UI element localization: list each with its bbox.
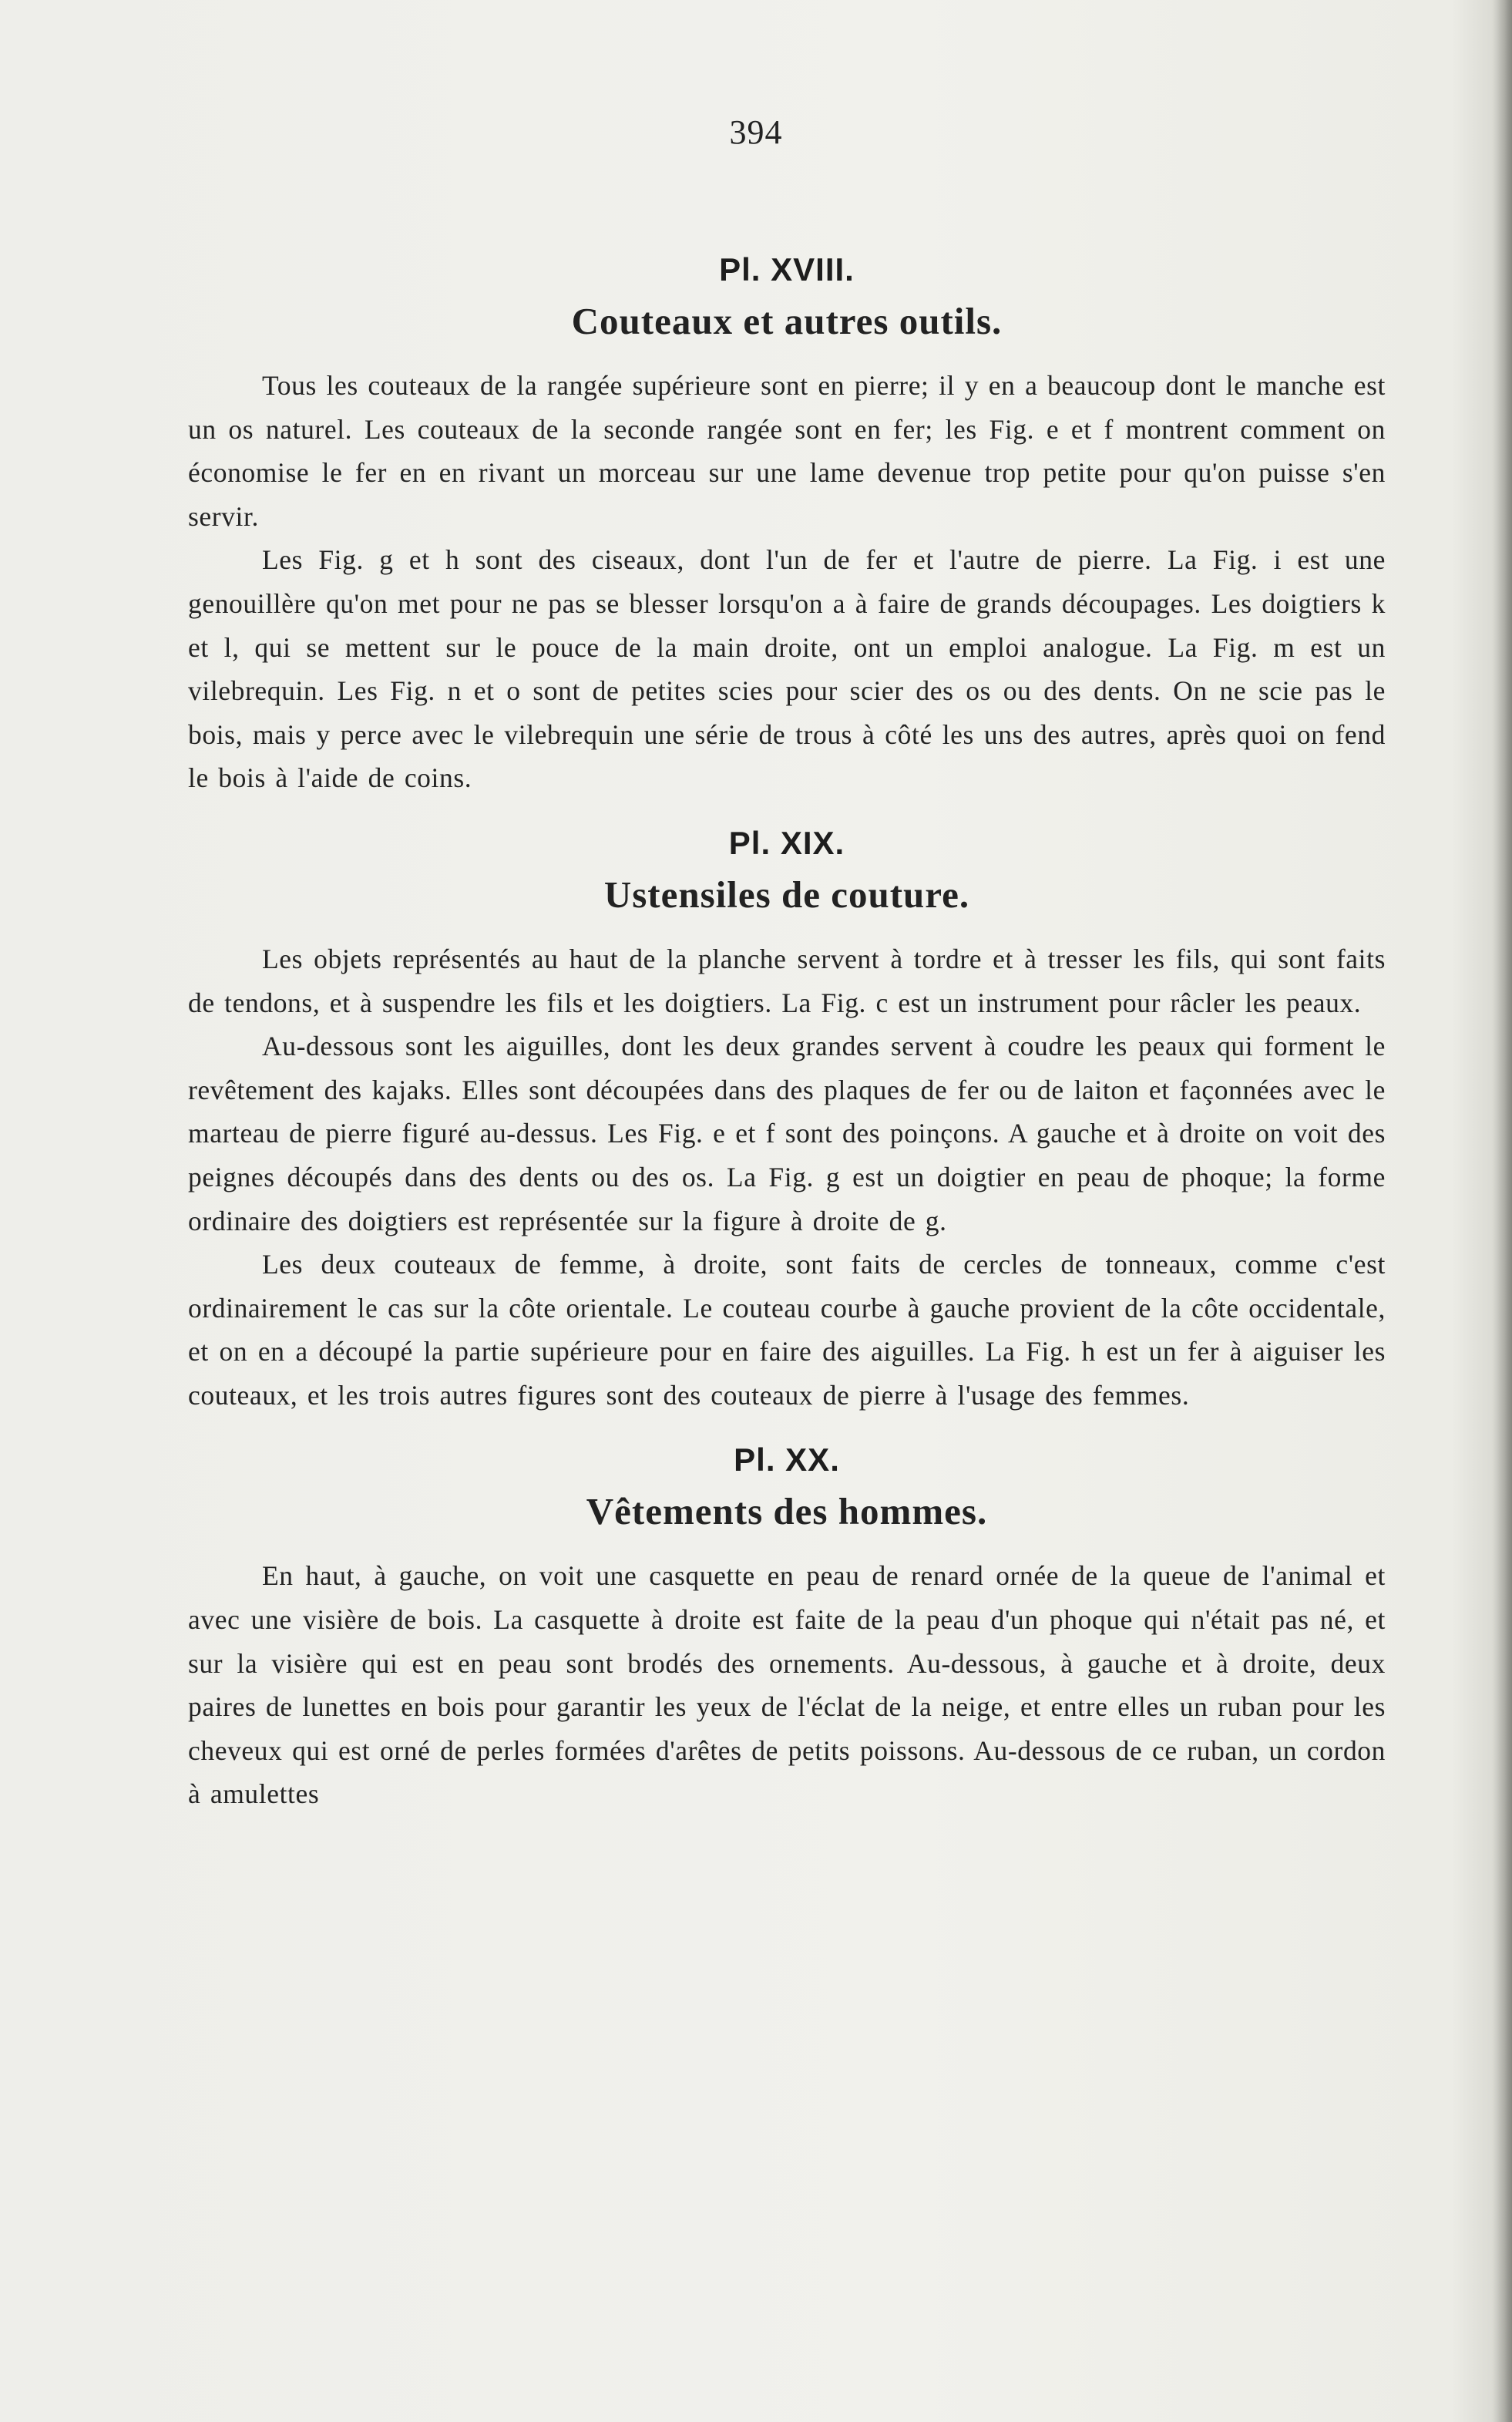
page-number: 394 — [729, 113, 783, 151]
page-edge-shadow — [1492, 0, 1512, 2422]
section-title: Vêtements des hommes. — [586, 1490, 988, 1533]
plate-label: Pl. XIX. — [728, 824, 845, 861]
page-content — [188, 247, 1386, 1836]
section-pl-xx — [188, 1437, 1386, 1816]
paragraph: Les deux couteaux de femme, à droite, sont faits de cercles de tonneaux, comme c'est ordinairement le cas sur la côte orientale. Le couteau courbe à gauche provient de la côte occidentale, et on en a découpé la partie supérieure pour en faire des aiguilles. La Fig. h est un fer à aiguiser les couteaux, et les trois autres figures sont des couteaux de pierre à l'usage des femmes. — [188, 1249, 1386, 1411]
section-title: Couteaux et autres outils. — [571, 300, 1003, 342]
section-title: Ustensiles de couture. — [603, 873, 970, 916]
paragraph: En haut, à gauche, on voit une casquette en peau de renard ornée de la queue de l'animal et avec une visière de bois. La casquette à droite est faite de la peau d'un phoque qui n'était pas né, et sur la visière qui est en peau sont brodés des ornements. Au-dessous, à gauche et à droite, deux paires de lunettes en bois pour garantir les yeux de l'éclat de la neige, et entre elles un ruban pour les cheveux qui est orné de perles formées d'arêtes de petits poissons. Au-dessous de ce ruban, un cordon à amulettes — [188, 1560, 1386, 1810]
section-pl-xix — [188, 820, 1386, 1418]
paragraph: Les Fig. g et h sont des ciseaux, dont l'un de fer et l'autre de pierre. La Fig. i est une genouillère qu'on met pour ne pas se blesser lorsqu'on a à faire de grands découpages. Les doigtiers k et l, qui se mettent sur le pouce de la main droite, ont un emploi analogue. La Fig. m est un vilebrequin. Les Fig. n et o sont de petites scies pour scier des os ou des dents. On ne scie pas le bois, mais y perce avec le vilebrequin une série de trous à côté les uns des autres, après quoi on fend le bois à l'aide de coins. — [188, 544, 1386, 794]
plate-label: Pl. XX. — [734, 1441, 840, 1478]
section-pl-xviii — [188, 247, 1386, 800]
paragraph: Les objets représentés au haut de la planche servent à tordre et à tresser les fils, qui sont faits de tendons, et à suspendre les fils et les doigtiers. La Fig. c est un instrument pour râcler les peaux. — [188, 943, 1386, 1018]
paragraph: Tous les couteaux de la rangée supérieure sont en pierre; il y en a beaucoup dont le manche est un os naturel. Les couteaux de la seconde rangée sont en fer; les Fig. e et f montrent comment on économise le fer en en rivant un morceau sur une lame devenue trop petite pour qu'on puisse s'en servir. — [188, 370, 1386, 532]
paragraph: Au-dessous sont les aiguilles, dont les deux grandes servent à coudre les peaux qui forment le revêtement des kajaks. Elles sont découpées dans des plaques de fer ou de laiton et façonnées avec le marteau de pierre figuré au-dessus. Les Fig. e et f sont des poinçons. A gauche et à droite on voit des peignes découpés dans des dents ou des os. La Fig. g est un doigtier en peau de phoque; la forme ordinaire des doigtiers est représentée sur la figure à droite de g. — [188, 1031, 1386, 1236]
plate-label: Pl. XVIII. — [719, 251, 855, 288]
